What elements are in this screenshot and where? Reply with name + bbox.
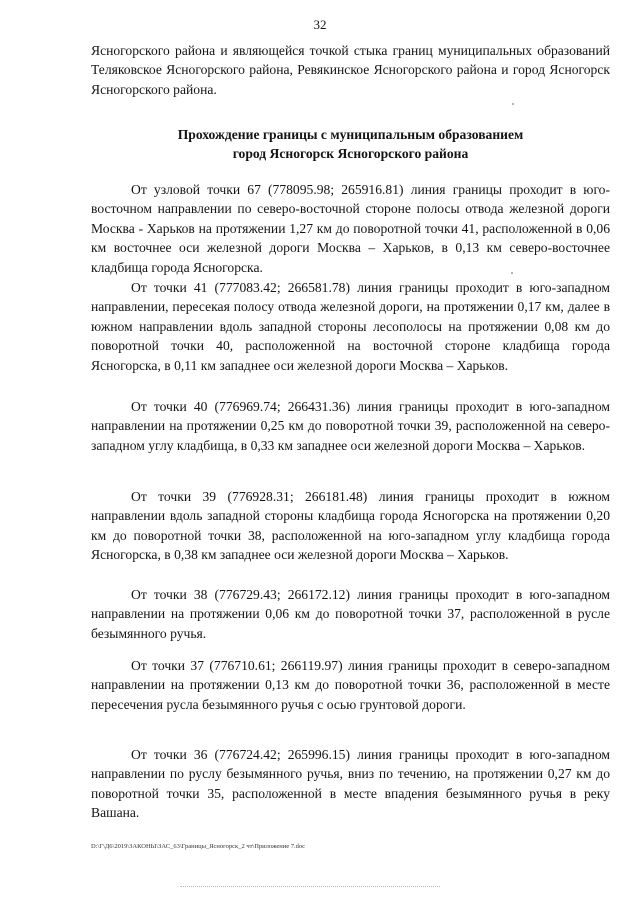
paragraph-point-41: От точки 41 (777083.42; 266581.78) линия границы проходит в юго-западном направлении, пересекая полосу отвода железной дороги, на протяжении 0,17 км, далее в южном направлении вдоль западной стороны лесополосы на протяжении 0,08 км до поворотной точки 40, расположенной на восточной стороне кладбища города Ясногорска, в 0,11 км западнее оси железной дороги Москва – Харьков. [91, 280, 610, 373]
section-title-line-2: город Ясногорск Ясногорского района [232, 146, 469, 162]
footer-file-path: D:\Г\Д6\2019\ЗАКОНЫ\ЗАС_63\Границы_Ясногорск_2 чт\Приложение 7.doc [91, 843, 306, 850]
paragraph-point-67: От узловой точки 67 (778095.98; 265916.81) линия границы проходит в юго-восточном направлении по северо-восточной стороне полосы отвода железной дороги Москва - Харьков на протяжении 1,27 км до поворотной точки 41, расположенной в 0,06 км восточнее оси железной дороги Москва – Харьков, в 0,13 км северо-восточнее кладбища города Ясногорска. [91, 182, 610, 275]
paragraph-point-40: От точки 40 (776969.74; 266431.36) линия границы проходит в юго-западном направлении на протяжении 0,25 км до поворотной точки 39, расположенной на северо-западном углу кладбища, в 0,33 км западнее оси железной дороги Москва – Харьков. [91, 399, 610, 453]
scan-speck [511, 272, 513, 274]
page-number: 32 [313, 17, 327, 32]
paragraph-point-36: От точки 36 (776724.42; 265996.15) линия границы проходит в юго-западном направлении по руслу безымянного ручья, вниз по течению, на протяжении 0,27 км до поворотной точки 35, расположенной в месте впадения безымянного ручья в реку Вашана. [91, 747, 610, 821]
section-title [91, 125, 610, 164]
intro-paragraph: Ясногорского района и являющейся точкой стыка границ муниципальных образований Теляковское Ясногорского района, Ревякинское Ясногорского района и город Ясногорск Ясногорского района. [91, 43, 610, 97]
bottom-rule [180, 886, 440, 887]
scan-speck [512, 103, 514, 105]
section-title-line-1: Прохождение границы с муниципальным образованием [177, 127, 524, 142]
paragraph-point-38: От точки 38 (776729.43; 266172.12) линия границы проходит в юго-западном направлении на протяжении 0,06 км до поворотной точки 37, расположенной в русле безымянного ручья. [91, 587, 610, 641]
paragraph-point-37: От точки 37 (776710.61; 266119.97) линия границы проходит в северо-западном направлении на протяжении 0,13 км до поворотной точки 36, расположенной в месте пересечения русла безымянного ручья с осью грунтовой дороги. [91, 658, 610, 712]
paragraph-point-39: От точки 39 (776928.31; 266181.48) линия границы проходит в южном направлении вдоль западной стороны кладбища города Ясногорска на протяжении 0,20 км до поворотной точки 38, расположенной на юго-западном углу кладбища города Ясногорска, в 0,38 км западнее оси железной дороги Москва – Харьков. [91, 489, 610, 563]
